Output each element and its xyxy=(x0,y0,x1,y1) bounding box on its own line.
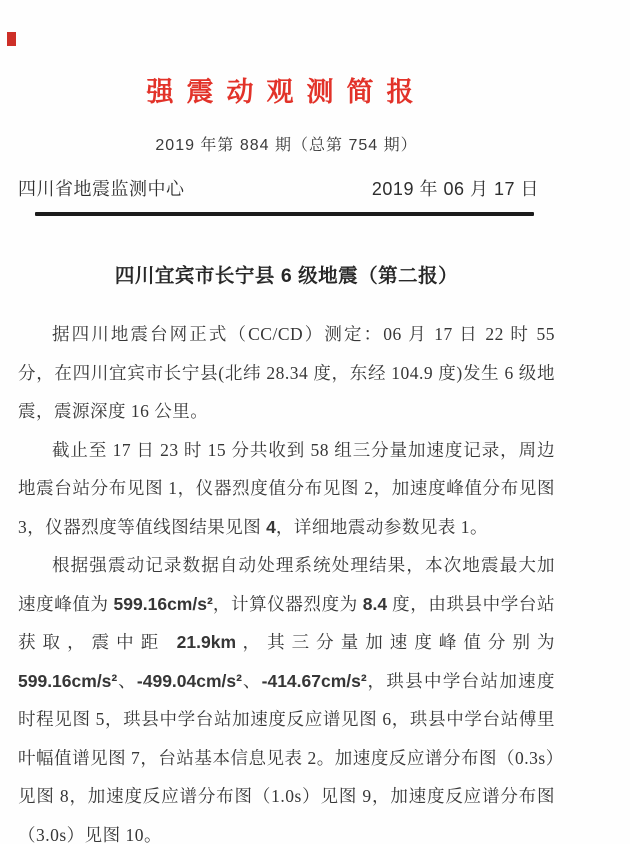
red-corner-mark xyxy=(7,32,16,46)
masthead-row xyxy=(18,175,555,201)
paragraph-epicenter-info: 据四川地震台网正式（CC/CD）测定：06 月 17 日 22 时 55 分，在四川宜宾市长宁县(北纬 28.34 度，东经 104.9 度)发生 6 级地震，震源深度 16 公里。 xyxy=(18,324,555,422)
article-body xyxy=(18,315,555,854)
issue-number-line: 2019 年第 884 期（总第 754 期） xyxy=(155,137,418,155)
paragraph-peak-acceleration: 根据强震动记录数据自动处理系统处理结果，本次地震最大加速度峰值为 599.16cm/s²，计算仪器烈度为 8.4 度，由珙县中学台站获取，震中距 21.9km，其三分量加速度峰值分别为 599.16cm/s²、-499.04cm/s²、-414.67cm/s²，珙县中学台站加速度时程见图 5，珙县中学台站加速度反应谱见图 6，珙县中学台站傅里叶幅值谱见图 7，台站基本信息见表 2。加速度反应谱分布图（0.3s）见图 8，加速度反应谱分布图（1.0s）见图 9，加速度反应谱分布图（3.0s）见图 10。 xyxy=(18,555,556,845)
issue-date: 2019 年 06 月 17 日 xyxy=(371,179,539,200)
masthead-divider-rule xyxy=(35,212,534,216)
paragraph-records-summary: 截止至 17 日 23 时 15 分共收到 58 组三分量加速度记录，周边地震台站分布见图 1，仪器烈度值分布见图 2，加速度峰值分布见图 3，仪器烈度等值线图结果见图 4，详细地震动参数见表 1。 xyxy=(18,439,555,537)
article-heading: 四川宜宾市长宁县 6 级地震（第二报） xyxy=(114,265,459,288)
issuing-organization: 四川省地震监测中心 xyxy=(18,179,185,200)
bulletin-title: 强震动观测简报 xyxy=(146,77,427,107)
